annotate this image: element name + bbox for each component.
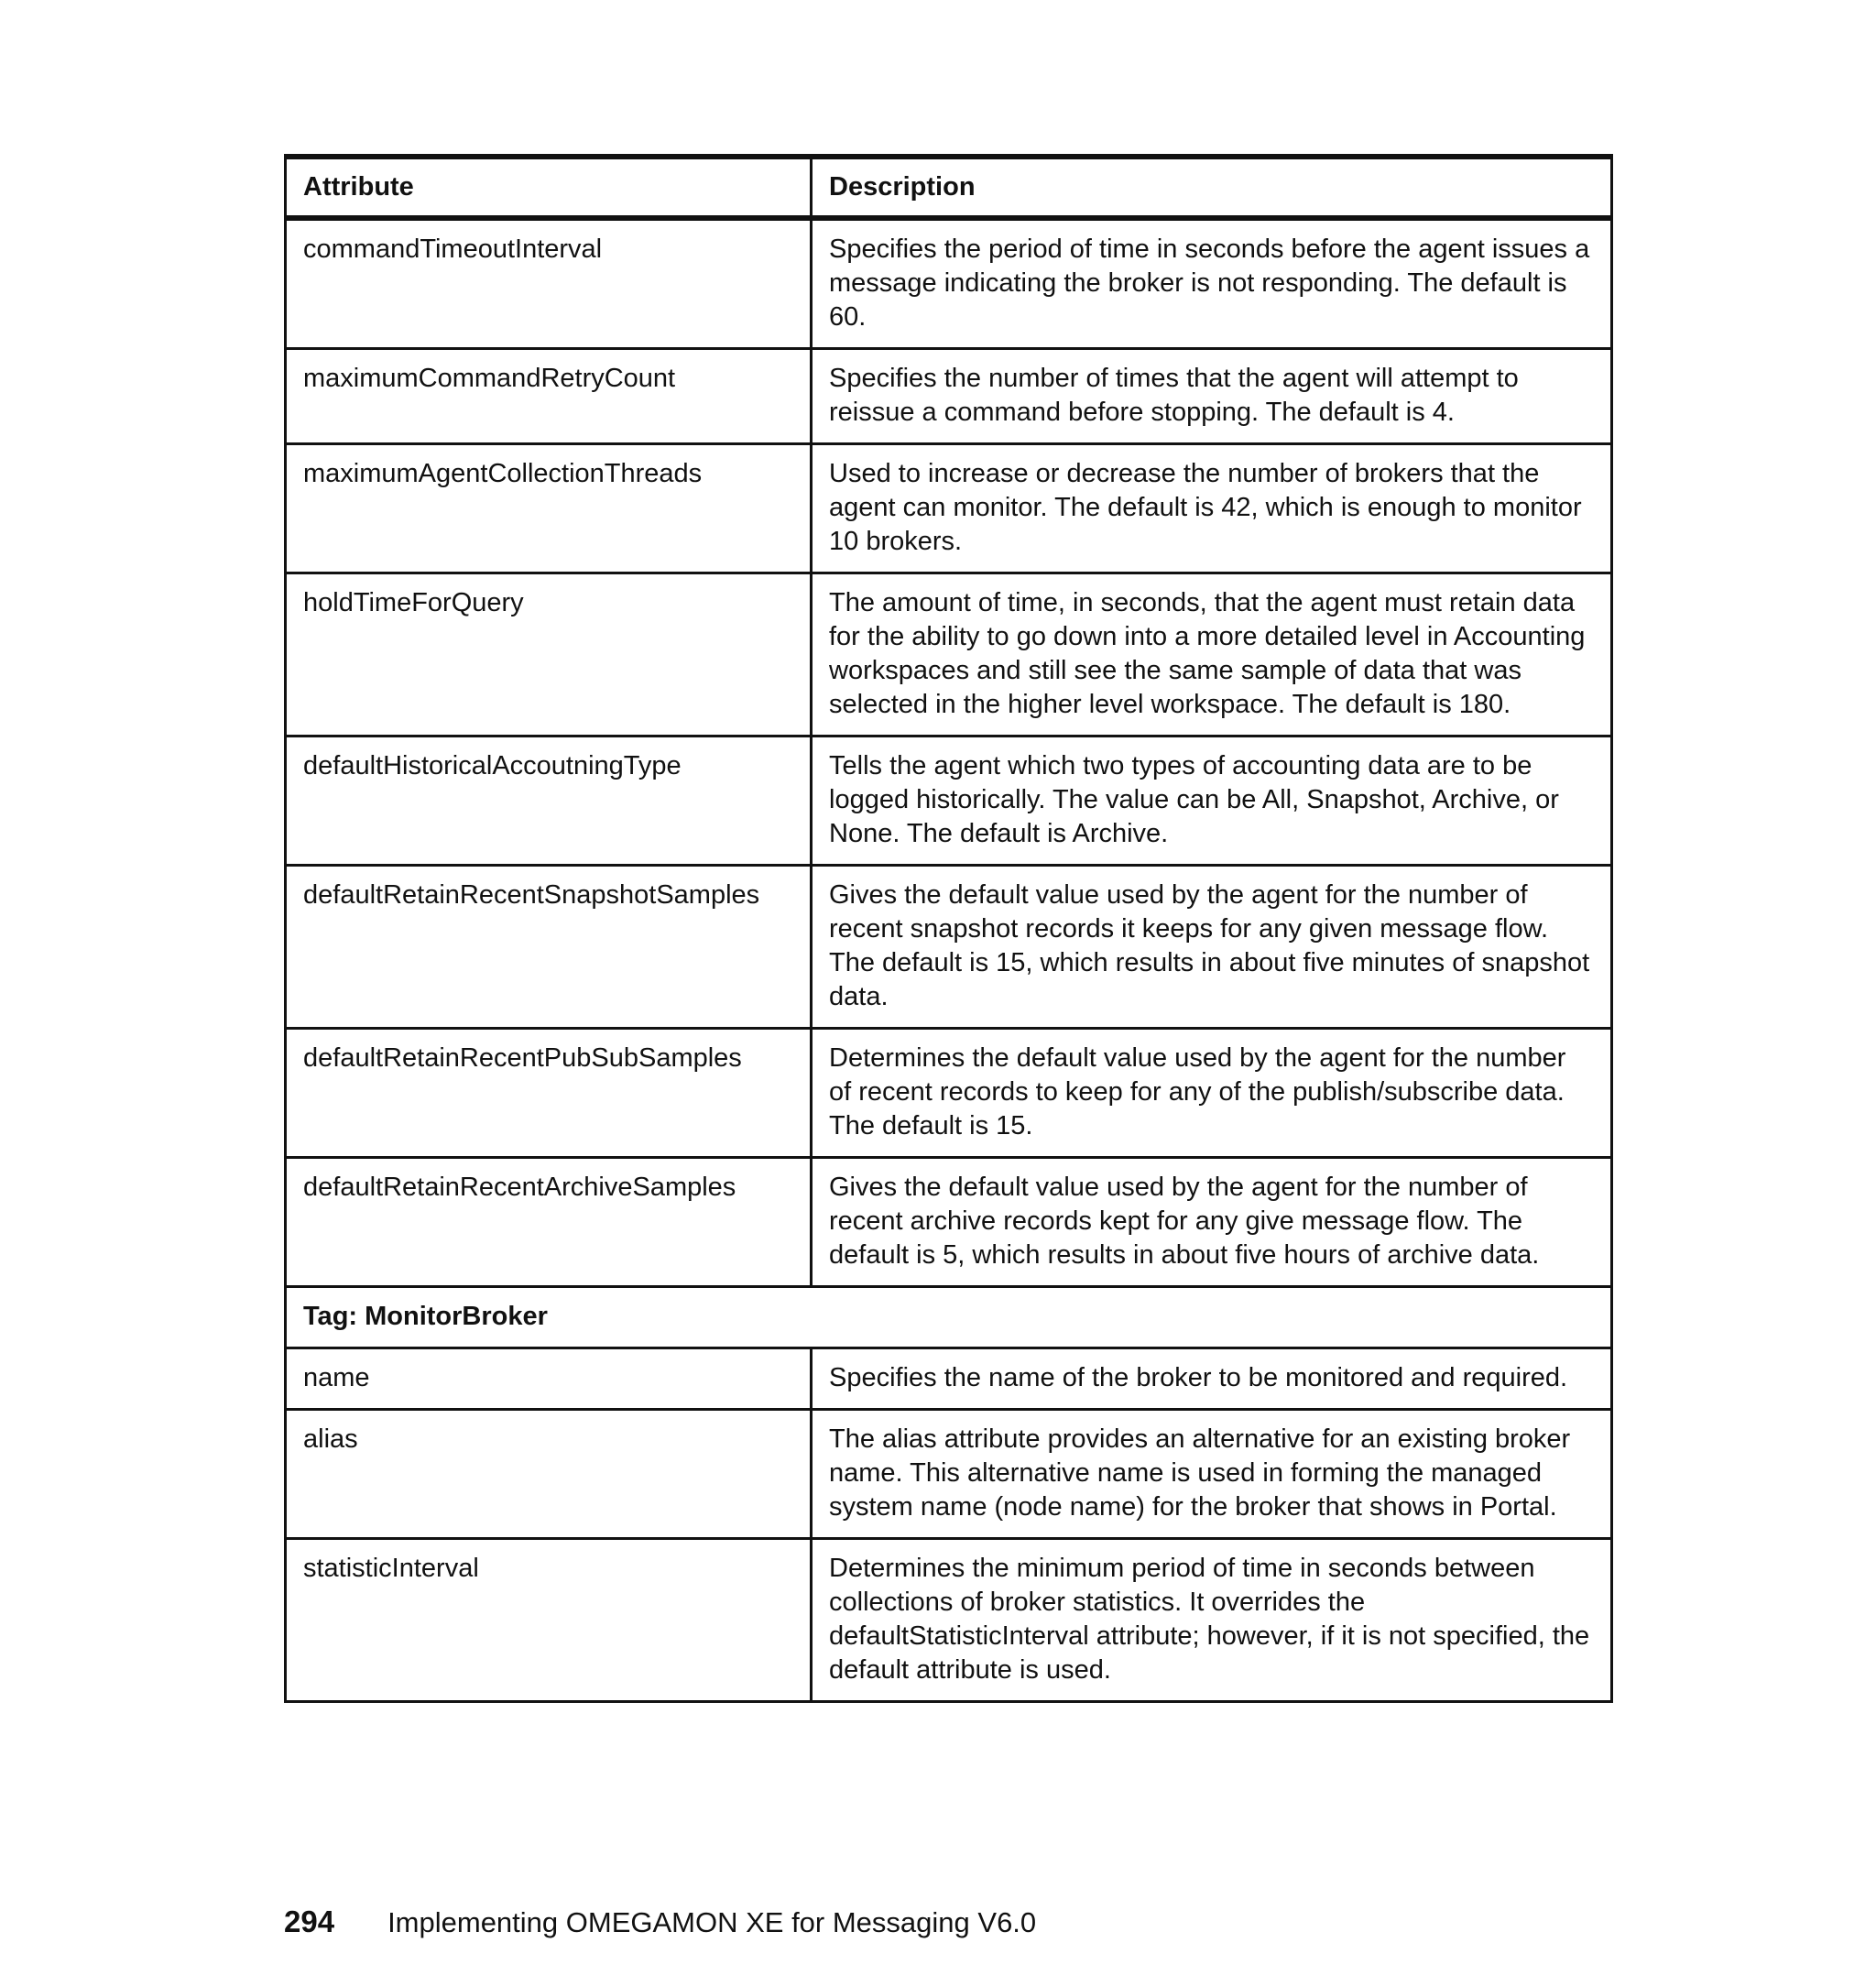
page-footer xyxy=(284,1904,1036,1941)
attribute-cell: defaultRetainRecentPubSubSamples xyxy=(286,1029,812,1158)
attribute-cell: name xyxy=(286,1348,812,1410)
table-header-row xyxy=(286,157,1612,218)
description-cell: Specifies the period of time in seconds before the agent issues a message indicating the broker is not responding. The default is 60. xyxy=(812,218,1612,349)
description-cell: Specifies the number of times that the agent will attempt to reissue a command before stopping. The default is 4. xyxy=(812,349,1612,444)
attribute-cell: defaultRetainRecentSnapshotSamples xyxy=(286,866,812,1029)
table-row xyxy=(286,1158,1612,1287)
table-row xyxy=(286,444,1612,573)
table-row xyxy=(286,1410,1612,1539)
table-row xyxy=(286,737,1612,866)
attribute-cell: alias xyxy=(286,1410,812,1539)
description-cell: Specifies the name of the broker to be monitored and required. xyxy=(812,1348,1612,1410)
page-number: 294 xyxy=(284,1904,335,1938)
attribute-cell: maximumAgentCollectionThreads xyxy=(286,444,812,573)
attribute-cell: defaultHistoricalAccoutningType xyxy=(286,737,812,866)
table-row xyxy=(286,1539,1612,1702)
description-cell: Determines the minimum period of time in seconds between collections of broker statistics. It overrides the defaultStatisticInterval attribute; however, if it is not specified, the default attribute is used. xyxy=(812,1539,1612,1702)
table-row xyxy=(286,1029,1612,1158)
attribute-cell: maximumCommandRetryCount xyxy=(286,349,812,444)
description-cell: Gives the default value used by the agent for the number of recent snapshot records it keeps for any given message flow. The default is 15, which results in about five minutes of snapshot data. xyxy=(812,866,1612,1029)
attribute-table xyxy=(284,154,1613,1703)
table-row xyxy=(286,218,1612,349)
description-cell: The alias attribute provides an alternative for an existing broker name. This alternative name is used in forming the managed system name (node name) for the broker that shows in Portal. xyxy=(812,1410,1612,1539)
tag-row xyxy=(286,1287,1612,1348)
description-cell: Gives the default value used by the agent for the number of recent archive records kept for any give message flow. The default is 5, which results in about five hours of archive data. xyxy=(812,1158,1612,1287)
attribute-cell: statisticInterval xyxy=(286,1539,812,1702)
book-title: Implementing OMEGAMON XE for Messaging V6.0 xyxy=(387,1906,1037,1938)
table-row xyxy=(286,1348,1612,1410)
table-row xyxy=(286,573,1612,737)
header-description: Description xyxy=(812,157,1612,218)
attribute-cell: commandTimeoutInterval xyxy=(286,218,812,349)
attribute-cell: defaultRetainRecentArchiveSamples xyxy=(286,1158,812,1287)
description-cell: Tells the agent which two types of accounting data are to be logged historically. The value can be All, Snapshot, Archive, or None. The default is Archive. xyxy=(812,737,1612,866)
tag-label: Tag: MonitorBroker xyxy=(286,1287,1612,1348)
table-row xyxy=(286,349,1612,444)
header-attribute: Attribute xyxy=(286,157,812,218)
description-cell: Determines the default value used by the agent for the number of recent records to keep for any of the publish/subscribe data. The default is 15. xyxy=(812,1029,1612,1158)
attribute-cell: holdTimeForQuery xyxy=(286,573,812,737)
description-cell: The amount of time, in seconds, that the agent must retain data for the ability to go down into a more detailed level in Accounting workspaces and still see the same sample of data that was selected in the higher level workspace. The default is 180. xyxy=(812,573,1612,737)
description-cell: Used to increase or decrease the number of brokers that the agent can monitor. The default is 42, which is enough to monitor 10 brokers. xyxy=(812,444,1612,573)
table-row xyxy=(286,866,1612,1029)
